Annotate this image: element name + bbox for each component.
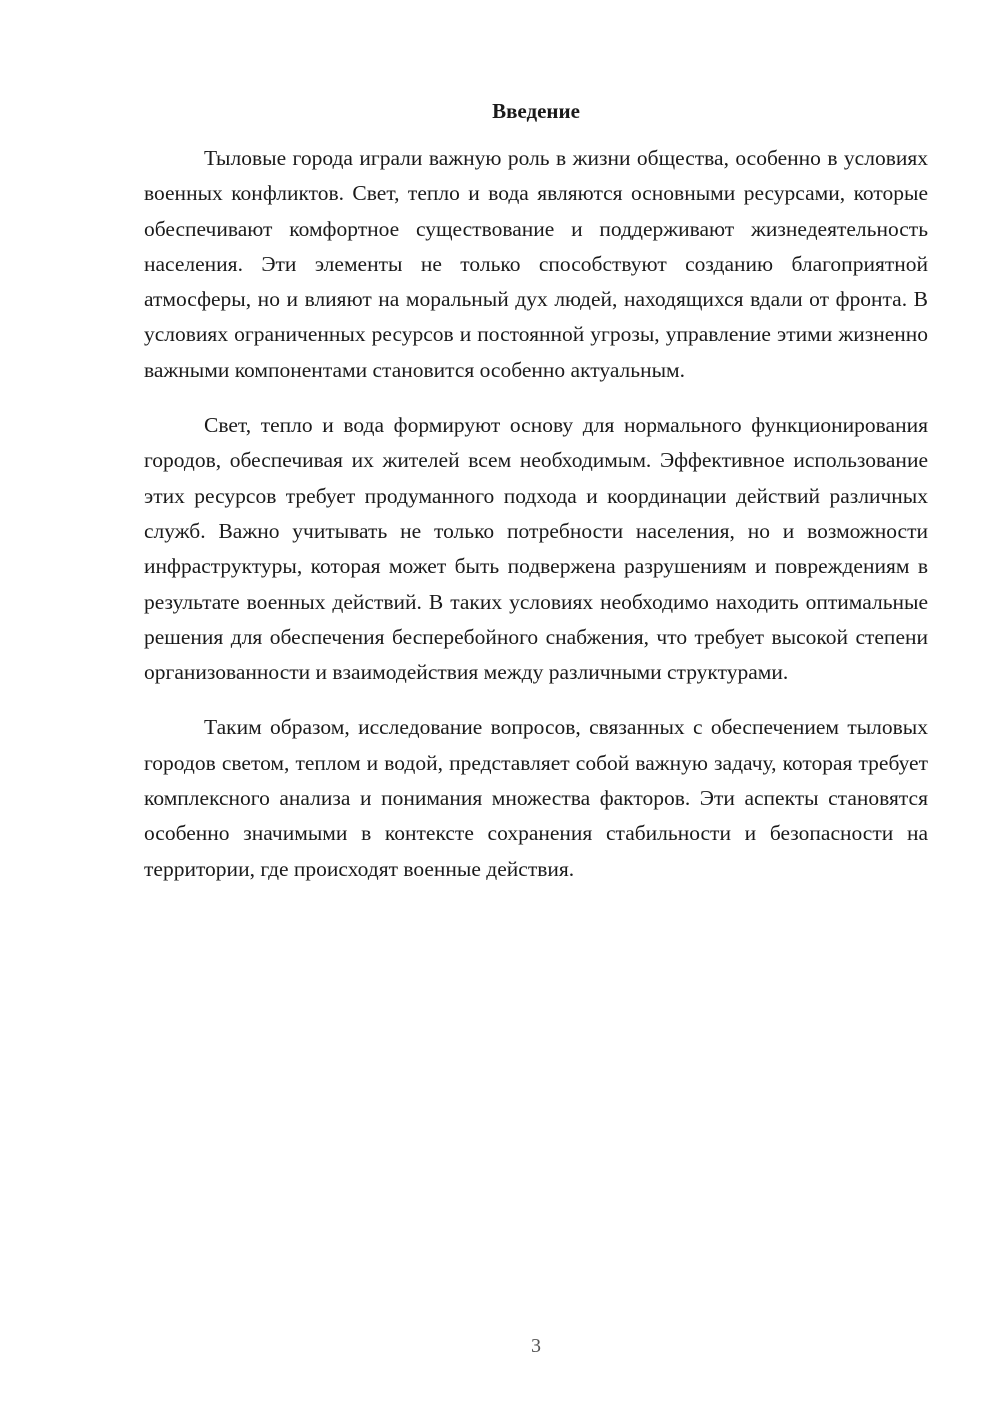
section-heading: Введение bbox=[492, 99, 580, 123]
paragraph-2: Свет, тепло и вода формируют основу для нормального функционирования городов, обеспечивая их жителей всем необходимым. Эффективное использование этих ресурсов требует продуманного подхода и координации действий различных служб. Важно учитывать не только потребности населения, но и возможности инфраструктуры, которая может быть подвержена разрушениям и повреждениям в результате военных действий. В таких условиях необходимо находить оптимальные решения для обеспечения бесперебойного снабжения, что требует высокой степени организованности и взаимодействия между различными структурами. bbox=[144, 413, 928, 685]
body-text bbox=[144, 141, 928, 907]
page-number: 3 bbox=[531, 1335, 541, 1357]
paragraph-3: Таким образом, исследование вопросов, связанных с обеспечением тыловых городов светом, теплом и водой, представляет собой важную задачу, которая требует комплексного анализа и понимания множества факторов. Эти аспекты становятся особенно значимыми в контексте сохранения стабильности и безопасности на территории, где происходят военные действия. bbox=[144, 715, 928, 881]
paragraph-1: Тыловые города играли важную роль в жизни общества, особенно в условиях военных конфликтов. Свет, тепло и вода являются основными ресурсами, которые обеспечивают комфортное существование и поддерживают жизнедеятельность населения. Эти элементы не только способствуют созданию благоприятной атмосферы, но и влияют на моральный дух людей, находящихся вдали от фронта. В условиях ограниченных ресурсов и постоянной угрозы, управление этими жизненно важными компонентами становится особенно актуальным. bbox=[144, 146, 928, 382]
